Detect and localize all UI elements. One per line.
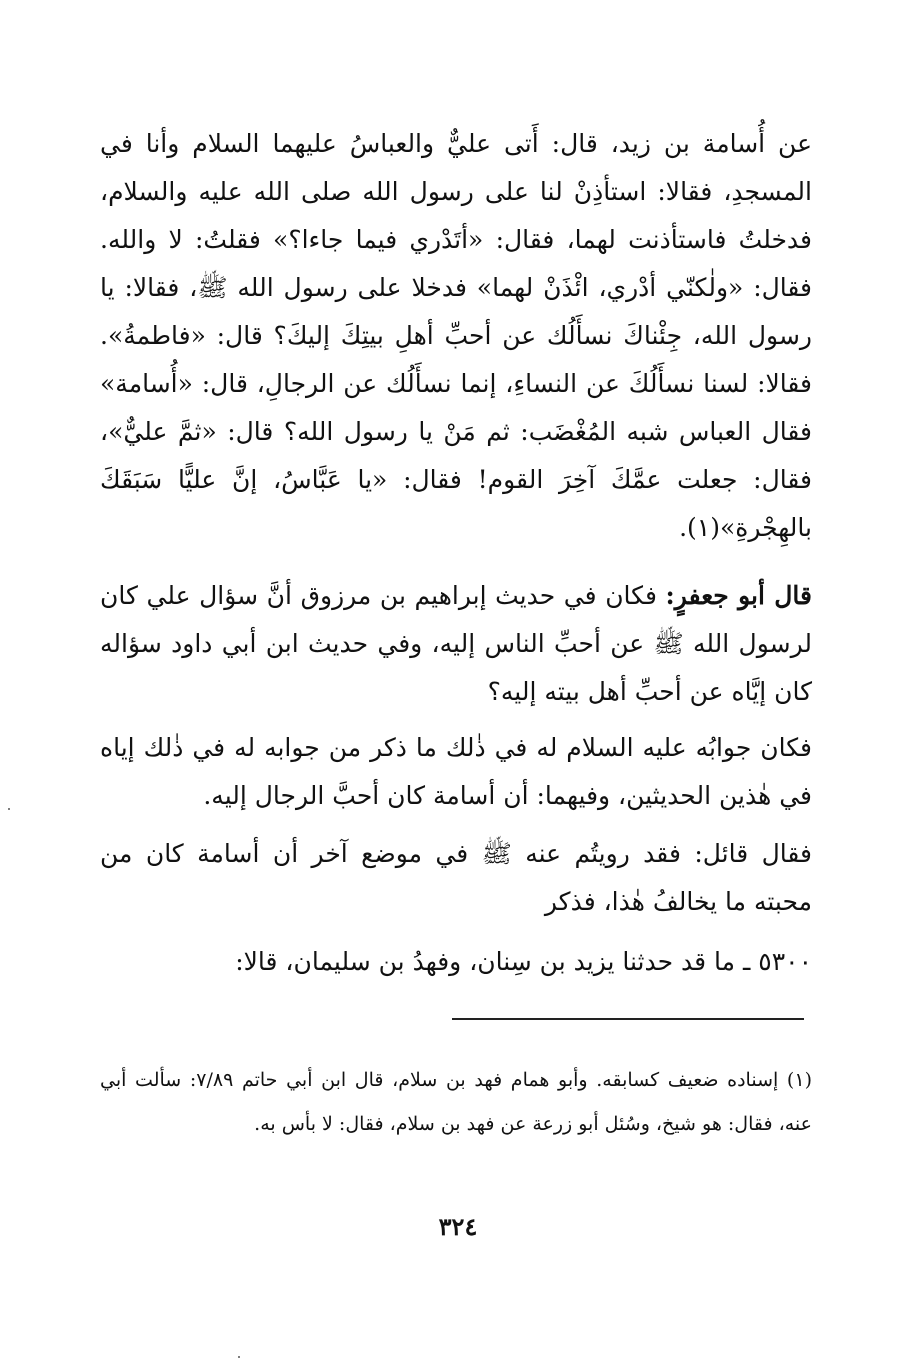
paragraph-text: ٥٣٠٠ ـ ما قد حدثنا يزيد بن سِنان، وفهدُ بن سليمان، قالا: — [235, 947, 812, 976]
footnote-divider — [452, 1018, 804, 1020]
paragraph-lead: قال أبو جعفرٍ: — [665, 581, 812, 610]
paragraph-text: فكان في حديث إبراهيم بن مرزوق أنَّ سؤال علي كان لرسول الله ﷺ عن أحبِّ الناس إليه، وفي حديث ابن أبي داود سؤاله كان إيَّاه عن أحبِّ أهل بيته إليه؟ — [100, 581, 812, 706]
paragraph-text: فكان جوابُه عليه السلام له في ذٰلك ما ذكر من جوابه له في ذٰلك إياه في هٰذين الحديثين، وفيهما: أن أسامة كان أحبَّ الرجال إليه. — [100, 733, 812, 810]
scan-speck — [238, 1356, 240, 1358]
scan-speck — [8, 808, 10, 810]
paragraph-text: عن أُسامة بن زيد، قال: أَتى عليٌّ والعباسُ عليهما السلام وأنا في المسجدِ، فقالا: استأذِنْ لنا على رسول الله صلى الله عليه والسلام، فدخلتُ فاستأذنت لهما، فقال: «أتَدْري فيما جاءا؟» فقلتُ: لا والله. فقال: «ولٰكنّي أدْري، ائْذَنْ لهما» فدخلا على رسول الله ﷺ، فقالا: يا رسول الله، جِئْناكَ نسأَلُك عن أحبِّ أهلِ بيتِكَ إليكَ؟ قال: «فاطمةُ». فقالا: لسنا نسأَلُكَ عن النساءِ، إنما نسأَلُك عن الرجالِ، قال: «أُسامة» فقال العباس شبه المُغْضَب: ثم مَنْ يا رسول الله؟ قال: «ثمَّ عليٌّ»، فقال: جعلت عمَّكَ آخِرَ القوم! فقال: «يا عَبَّاسُ، إنَّ عليًّا سَبَقَكَ بالهِجْرةِ»(١). — [100, 129, 812, 542]
paragraph-hadith-5300 — [100, 938, 812, 986]
footnote-text: (١) إسناده ضعيف كسابقه. وأبو همام فهد بن سلام، قال ابن أبي حاتم ٧/٨٩: سألت أبي عنه، فقال: هو شيخ، وسُئل أبو زرعة عن فهد بن سلام، فقال: لا بأس به. — [100, 1069, 812, 1135]
paragraph-hadith-text — [100, 120, 812, 552]
paragraph-abu-jafar-commentary — [100, 572, 812, 716]
page-number: ٣٢٤ — [438, 1212, 478, 1241]
paragraph-text: فقال قائل: فقد رويتُم عنه ﷺ في موضع آخر أن أسامة كان من محبته ما يخالفُ هٰذا، فذكر — [100, 839, 812, 916]
paragraph-objection — [100, 830, 812, 926]
footnote — [100, 1058, 812, 1146]
paragraph-answer — [100, 724, 812, 820]
